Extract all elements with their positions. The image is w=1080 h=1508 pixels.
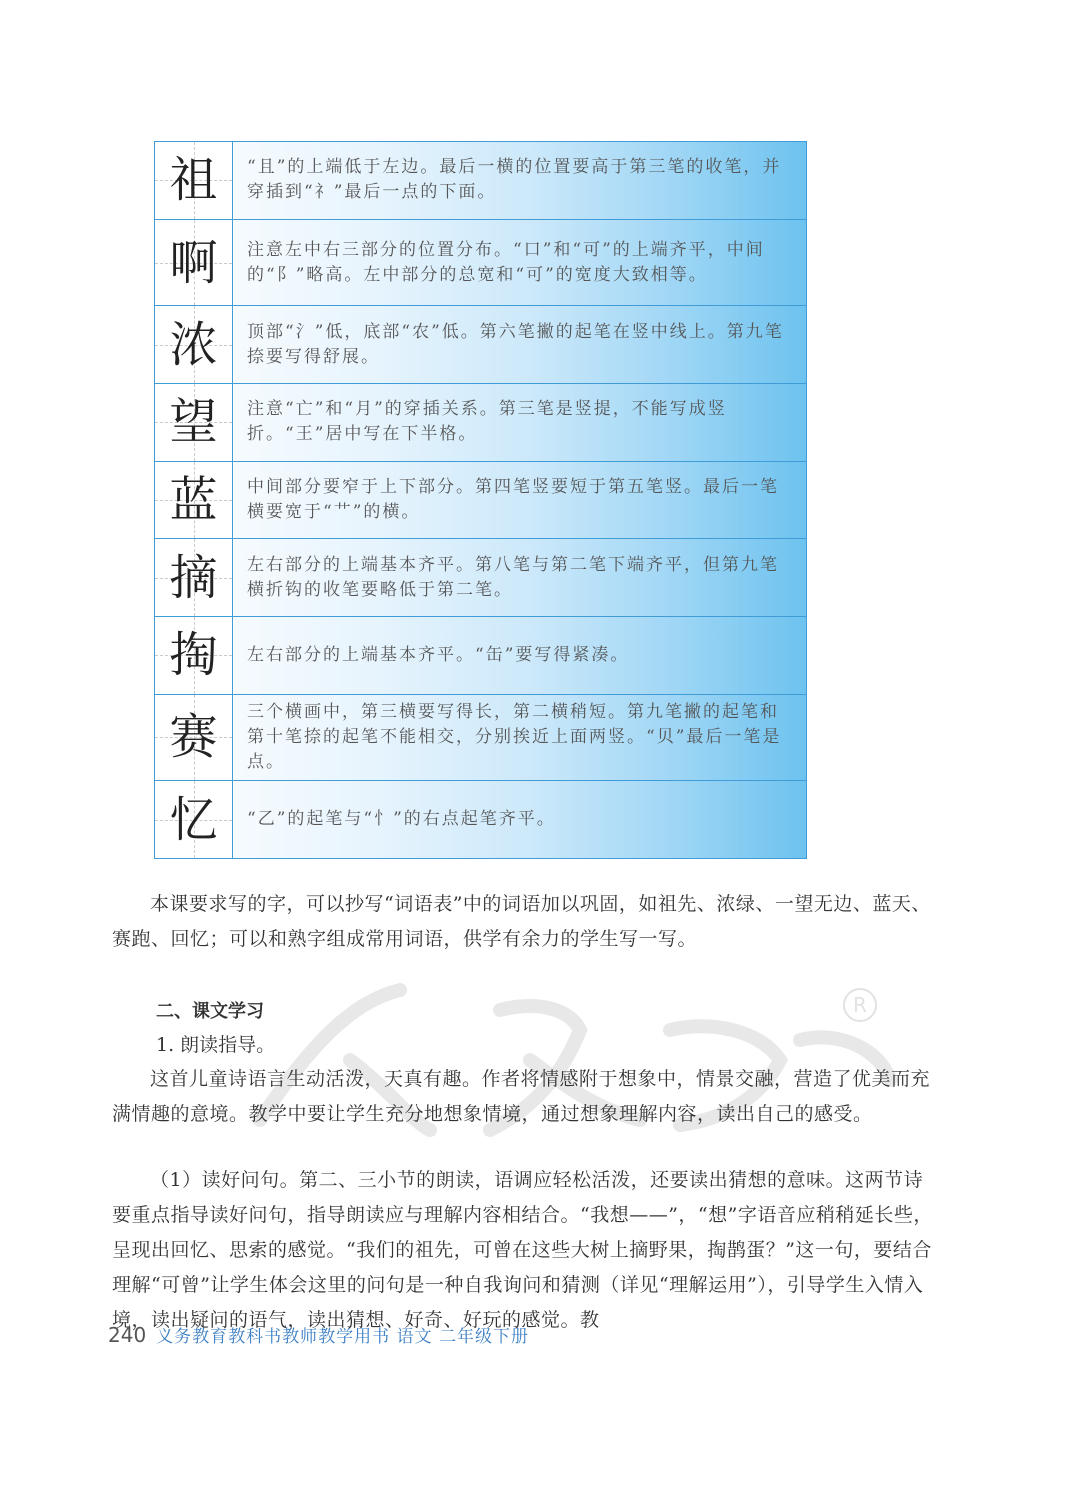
table-row xyxy=(155,539,806,617)
character: 啊 xyxy=(169,234,218,291)
sub-heading: 1. 朗读指导。 xyxy=(156,1034,276,1056)
character: 望 xyxy=(169,394,218,451)
character-writing-table xyxy=(154,141,807,859)
character: 祖 xyxy=(169,152,218,209)
char-grid-cell xyxy=(155,695,233,781)
table-row xyxy=(155,617,806,695)
page-footer-bar xyxy=(108,1322,529,1347)
char-grid-cell xyxy=(155,539,233,616)
character: 摘 xyxy=(169,549,218,606)
table-row xyxy=(155,142,806,220)
character: 蓝 xyxy=(169,472,218,528)
char-grid-cell xyxy=(155,781,233,858)
char-grid-cell xyxy=(155,220,233,306)
char-grid-cell xyxy=(155,462,233,539)
character: 赛 xyxy=(169,709,218,766)
character-description: 顶部“氵”低，底部“农”低。第六笔撇的起笔在竖中线上。第九笔捺要写得舒展。 xyxy=(247,321,784,367)
intro-paragraph: 本课要求写的字，可以抄写“词语表”中的词语加以巩固，如祖先、浓绿、一望无边、蓝天、赛跑、回忆；可以和熟字组成常用词语，供学有余力的学生写一写。 xyxy=(112,893,931,950)
book-title: 义务教育教科书教师教学用书 语文 二年级下册 xyxy=(156,1327,529,1347)
char-grid-cell xyxy=(155,384,233,461)
character-description: 注意左中右三部分的位置分布。“口”和“可”的上端齐平，中间的“阝”略高。左中部分的总宽和“可”的宽度大致相等。 xyxy=(247,239,765,285)
character-description: “且”的上端低于左边。最后一横的位置要高于第三笔的收笔，并穿插到“礻”最后一点的下面。 xyxy=(247,157,782,203)
section-heading: 二、课文学习 xyxy=(156,1001,264,1022)
paragraph-1: 这首儿童诗语言生动活泼，天真有趣。作者将情感附于想象中，情景交融，营造了优美而充满情趣的意境。教学中要让学生充分地想象情境，通过想象理解内容，读出自己的感受。 xyxy=(112,1068,931,1125)
table-row xyxy=(155,220,806,307)
character: 忆 xyxy=(169,791,218,848)
table-row xyxy=(155,306,806,384)
table-row xyxy=(155,462,806,540)
character: 掏 xyxy=(169,627,218,684)
char-grid-cell xyxy=(155,306,233,383)
char-grid-cell xyxy=(155,142,233,219)
table-row xyxy=(155,695,806,782)
page-number: 240 xyxy=(108,1323,147,1347)
character-description: “乙”的起笔与“忄”的右点起笔齐平。 xyxy=(247,809,556,830)
char-grid-cell xyxy=(155,617,233,694)
svg-text:R: R xyxy=(853,993,867,1017)
character-description: 中间部分要窄于上下部分。第四笔竖要短于第五笔竖。最后一笔横要宽于“艹”的横。 xyxy=(247,477,779,522)
character-description: 左右部分的上端基本齐平。“缶”要写得紧凑。 xyxy=(247,644,630,665)
character-description: 左右部分的上端基本齐平。第八笔与第二笔下端齐平，但第九笔横折钩的收笔要略低于第二笔。 xyxy=(247,554,779,600)
character-description: 三个横画中，第三横要写得长，第二横稍短。第九笔撇的起笔和第十笔捺的起笔不能相交，分别挨近上面两竖。“贝”最后一笔是点。 xyxy=(247,701,782,772)
character: 浓 xyxy=(169,316,218,373)
table-row xyxy=(155,781,806,858)
table-row xyxy=(155,384,806,462)
paragraph-2: （1）读好问句。第二、三小节的朗读，语调应轻松活泼，还要读出猜想的意味。这两节诗要重点指导读好问句，指导朗读应与理解内容相结合。“我想——”，“想”字语音应稍稍延长些，呈现出回忆、思索的感觉。“我们的祖先，可曾在这些大树上摘野果，掏鹊蛋？”这一句，要结合理解“可曾”让学生体会这里的问句是一种自我询问和猜测（详见“理解运用”），引导学生入情入境，读出疑问的语气，读出猜想、好奇、好玩的感觉。教 xyxy=(112,1169,933,1331)
character-description: 注意“亡”和“月”的穿插关系。第三笔是竖提，不能写成竖折。“王”居中写在下半格。 xyxy=(247,399,727,445)
